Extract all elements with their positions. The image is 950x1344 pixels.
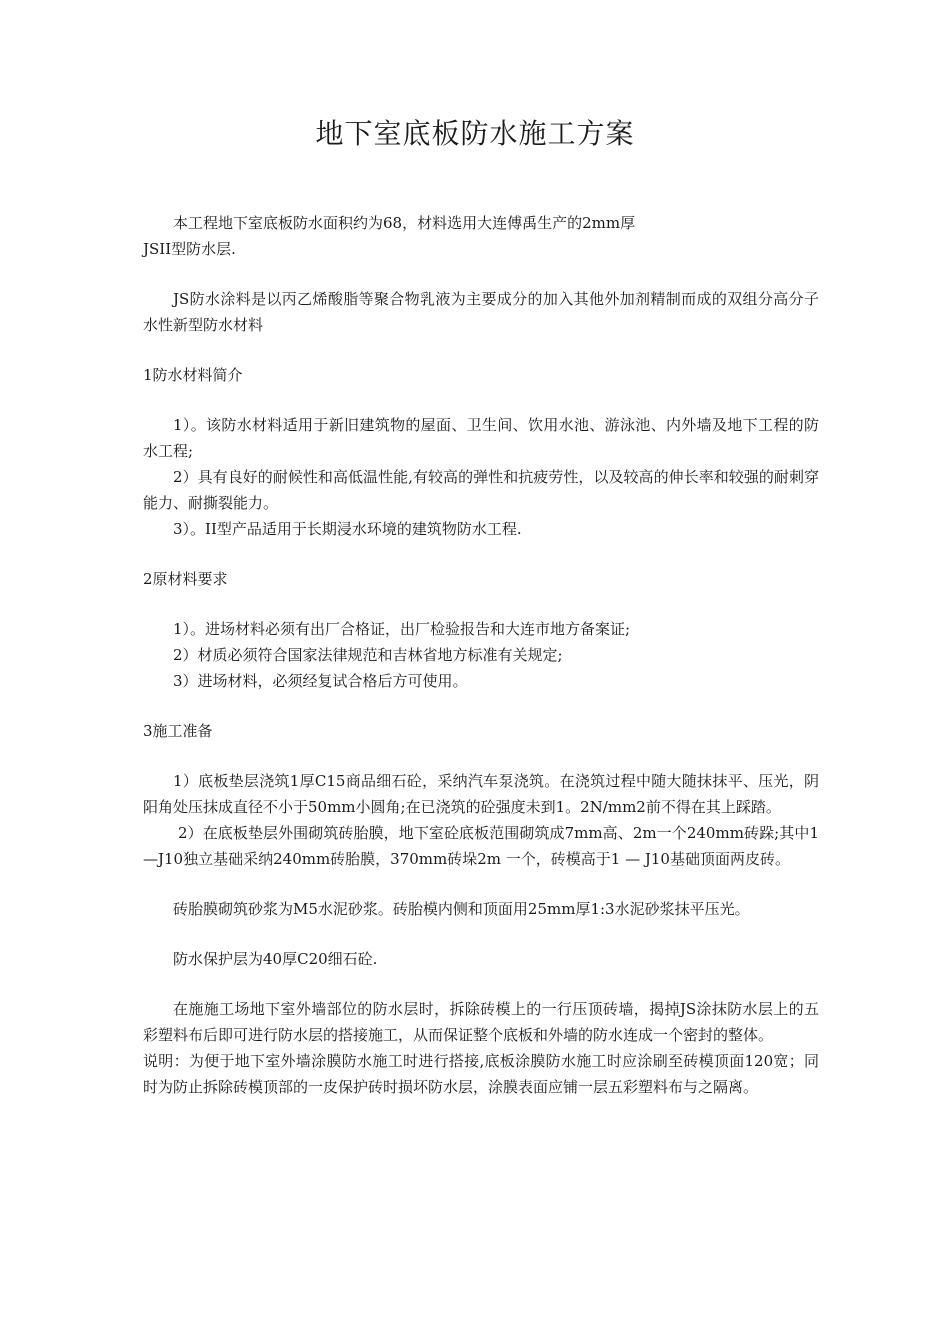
lap-joint-paragraph: 在施施工场地下室外墙部位的防水层时，拆除砖模上的一行压顶砖墙，揭掉JS涂抹防水层上的五彩塑料布后即可进行防水层的搭接施工，从而保证整个底板和外墙的防水连成一个密封的整体。 <box>143 1000 819 1044</box>
intro-paragraph-2: JS防水涂料是以丙乙烯酸脂等聚合物乳液为主要成分的加入其他外加剂精制而成的双组分高分子水性新型防水材料 <box>143 290 819 334</box>
document-body <box>143 210 819 1100</box>
protection-layer-paragraph: 防水保护层为40厚C20细石砼. <box>173 950 378 968</box>
section-1-item-1: 1）。该防水材料适用于新旧建筑物的屋面、卫生间、饮用水池、游泳池、内外墙及地下工程的防水工程; <box>143 416 819 460</box>
section-2-item-3: 3）进场材料，必须经复试合格后方可使用。 <box>173 672 468 690</box>
section-2-item-1: 1）。进场材料必须有出厂合格证，出厂检验报告和大连市地方备案证; <box>173 620 631 638</box>
section-3-item-2: 2）在底板垫层外围砌筑砖胎膜，地下室砼底板范围砌筑成7mm高、2m一个240mm砖跺;其中1 —J10独立基础采纳240mm砖胎膜，370mm砖垛2m 一个，砖模高于1 — J10基础顶面两皮砖。 <box>143 824 819 868</box>
section-3-item-1: 1）底板垫层浇筑1厚C15商品细石砼，采纳汽车泵浇筑。在浇筑过程中随大随抹抹平、压光，阴阳角处压抹成直径不小于50mm小圆角;在已浇筑的砼强度未到1。2N/mm2前不得在其上踩踏。 <box>143 772 819 816</box>
note-paragraph: 说明：为便于地下室外墙涂膜防水施工时进行搭接,底板涂膜防水施工时应涂刷至砖模顶面120宽；同时为防止拆除砖模顶部的一皮保护砖时损坏防水层，涂膜表面应铺一层五彩塑料布与之隔离。 <box>143 1052 819 1096</box>
intro-paragraph-1-continued: JSII型防水层. <box>143 240 236 258</box>
section-3-heading: 3施工准备 <box>143 722 213 740</box>
section-2-item-2: 2）材质必须符合国家法律规范和吉林省地方标准有关规定; <box>173 646 563 664</box>
section-1-item-2: 2）具有良好的耐候性和高低温性能,有较高的弹性和抗疲劳性，以及较高的伸长率和较强的耐刺穿能力、耐撕裂能力。 <box>143 468 819 512</box>
page-title: 地下室底板防水施工方案 <box>315 117 635 150</box>
section-1-item-3: 3）。II型产品适用于长期浸水环境的建筑物防水工程. <box>173 520 522 538</box>
section-2-heading: 2原材料要求 <box>143 570 228 588</box>
mortar-paragraph: 砖胎膜砌筑砂浆为M5水泥砂浆。砖胎模内侧和顶面用25mm厚1:3水泥砂浆抹平压光。 <box>173 900 750 918</box>
intro-paragraph-1: 本工程地下室底板防水面积约为68，材料选用大连傅禹生产的2mm厚 <box>173 214 636 232</box>
section-1-heading: 1防水材料简介 <box>143 366 243 384</box>
